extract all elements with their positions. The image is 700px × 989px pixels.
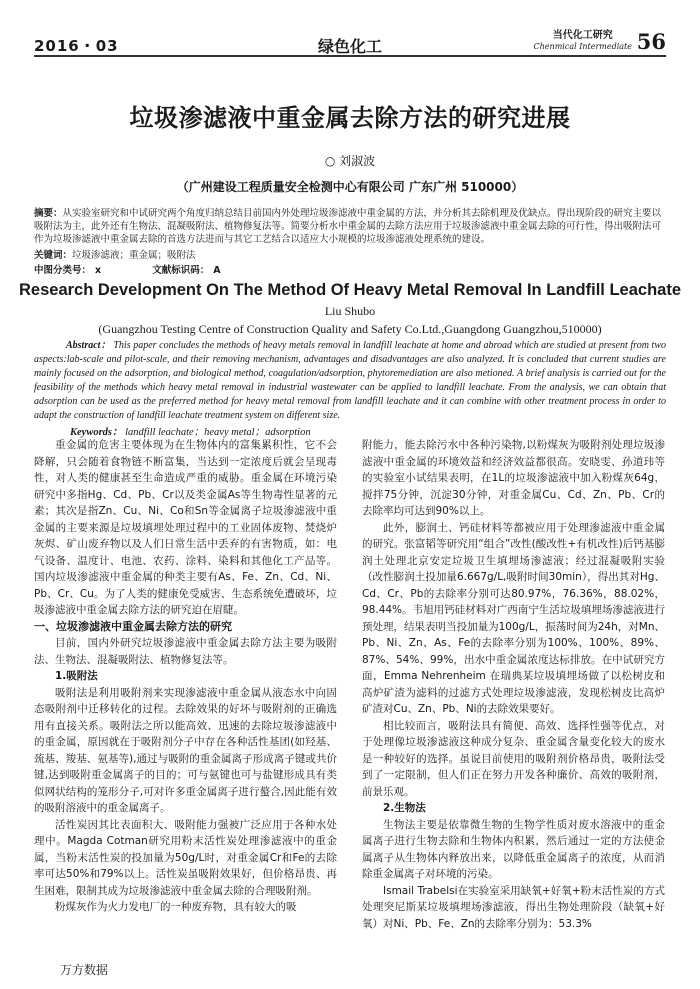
paragraph: 粉煤灰作为火力发电厂的一种废弃物，具有较大的吸 [55, 901, 297, 913]
paragraph: 附能力，能去除污水中各种污染物,以粉煤灰为吸附剂处理垃圾渗滤液中重金属的环境效益和经济效益都很高。安晓雯、孙道玮等的实验室小试结果表明，在1L的垃圾渗滤液中加入粉煤灰64g，搅拌75分钟，沉淀30分钟，对重金属Cu、Cd、Zn、Pb、Cr的去除率均可达到90%以上。 [362, 439, 665, 517]
abstract-cn-label: 摘要： [34, 208, 63, 219]
paragraph: 活性炭因其比表面积大、吸附能力强被广泛应用于各种水处理中。Magda Cotman研究用粉末活性炭处理渗滤液中的重金属，当粉末活性炭的投加量为50g/L时，对重金属Cr和Fe的去除率可达50%和79%以上。活性炭虽吸附效果好，但价格昂贵、再生困难，限制其成为垃圾渗滤液中重金属去除的合理吸附剂。 [34, 818, 337, 897]
author-en: Liu Shubo [324, 304, 376, 318]
classification-line [34, 262, 225, 276]
keywords-cn-text: 垃圾渗滤液；重金属；吸附法 [72, 250, 196, 261]
page-header [34, 29, 666, 57]
paragraph: 吸附法是利用吸附剂来实现渗滤液中重金属从液态水中向固态吸附剂中迁移转化的过程。去除效果的好坏与吸附剂的正确选用有直接关系。吸附法之所以能高效、迅速的去除垃圾渗滤液中的重金属，原因就在于吸附剂分子中存在各种活性基团(如羟基、巯基、羧基、氨基等),通过与吸附的重金属离子形成离子键或共价键,达到吸附重金属离子的目的；可与氨键也可与盐键形成具有类似网状结构的笼形分子,可对许多重金属离子进行螯合,因此能有效的吸附溶液中的重金属离子。 [34, 686, 337, 814]
journal-name: 绿色化工 [317, 37, 382, 56]
abstract-en-label: Abstract： [66, 340, 111, 351]
article-title-cn: 垃圾渗滤液中重金属去除方法的研究进展 [129, 104, 571, 132]
issue-number: 2016・03 [34, 37, 119, 55]
body-column-left [34, 437, 337, 916]
journal-brand-en: Chenmical Intermediate [533, 42, 632, 51]
keywords-en-text: landfill leachate；heavy metal；adsorption [125, 427, 311, 438]
abstract-cn-text: 从实验室研究和中试研究两个角度归纳总结目前国内外处理垃圾渗滤液中重金属的方法，并分析其去除机理及优缺点。得出现阶段的研究主要以吸附法为主，此外还有生物法、混凝吸附法、植物修复法等。简要分析水中重金属的去除方法应用于垃圾渗滤液中重金属去除的可行性，得出吸附法可作为垃圾渗滤液中重金属去除的首选方法进而与其它工艺结合以适应大小规模的垃圾渗滤液处理系统的建设。 [34, 208, 662, 245]
section-heading: 一、垃圾渗滤液中重金属去除方法的研究 [34, 619, 232, 633]
paragraph: 重金属的危害主要体现为在生物体内的富集累积性，它不会降解，只会随着食物链不断富集，当达到一定浓度后就会呈现毒性，对人类的健康甚至生命造成严重的威胁。重金属在环境污染研究中多指Hg、Cd、Pb、Cr以及类金属As等生物毒性显著的元素；其次是指Zn、Cu、Ni、Co和Sn等金属离子垃圾渗滤液中重金属的主要来源是垃圾填埋处理过程中的工业固体废物、焚烧炉灰烬、矿山废弃物以及人们日常生活中丢弃的有害物质，如：电气设备、温度计、电池、农药、涂料、染料和其他化工产品等。国内垃圾渗滤液中重金属的种类主要有As、Fe、Zn、Cd、Ni、Pb、Cr、Cu。为了人类的健康免受威害、生态系统免遭破坏，垃圾渗滤液中重金属去除方法的研究迫在眉睫。 [34, 439, 337, 616]
keywords-cn-label: 关键词： [34, 250, 73, 261]
footer-source: 万方数据 [60, 963, 109, 977]
article-title-en: Research Development On The Method Of Heavy Metal Removal In Landfill Leachate [19, 281, 681, 299]
abstract-en-text: This paper concludes the methods of heavy metals removal in landfill leachate at home and abroad which are studied at present from two aspects:lab-scale and pilot-scale, and their removing mechanism, advantages and disadvantages are also analyzed. It is concluded that current studies are mainly focused on the adsorption, and biological method, coagulation/adsorption, phytoremediation are also metioned. A brief analysis is carried out for the feasibility of the methods which heavy metal removal in industrial wastewater can be applied to landfill leachate. From the analysis, we can obtain that adsorption can be used as the preferred method for heavy metal removal from landfill leachate and it can combine with other treatment process in order to adapt the construction of landfill leachate treatment system on different size. [34, 340, 667, 421]
author-cn: ○ 刘淑波 [324, 154, 376, 168]
subsection-heading: 1.吸附法 [55, 670, 98, 682]
paragraph: 相比较而言，吸附法具有简便、高效、选择性强等优点，对于处理像垃圾渗滤液这种成分复杂、重金属含量变化较大的废水是一种较好的选择。虽说目前使用的吸附剂价格昂贵，吸附法受到了一定限制，但人们正在努力开发各种廉价、高效的吸附剂，前景乐观。 [362, 719, 665, 798]
subsection-heading: 2.生物法 [383, 802, 426, 814]
paragraph: 生物法主要是依靠微生物的生物学性质对废水溶液中的重金属离子进行生物去除和生物体内积累，然后通过一定的方法使金属离子从生物体内释放出来，以降低重金属离子的浓度，从而消除重金属离子对环境的污染。 [362, 818, 665, 880]
abstract-cn [34, 207, 666, 246]
paragraph: 目前，国内外研究垃圾渗滤液中重金属去除方法主要为吸附法、生物法、混凝吸附法、植物修复法等。 [34, 637, 337, 666]
keywords-cn [34, 247, 196, 261]
affiliation-en: (Guangzhou Testing Centre of Construction Quality and Safety Co.Ltd.,Guangdong Guangzhou,510000) [98, 322, 602, 336]
clc-label: 中图分类号： [34, 265, 92, 276]
clc-value: x [95, 265, 102, 276]
journal-brand [534, 30, 632, 52]
doc-code-value: A [213, 265, 221, 276]
paragraph: Ismail Trabelsi在实验室采用缺氧+好氧+粉末活性炭的方式处理突尼斯某垃圾填埋场渗滤液，得出生物处理阶段（缺氧+好氧）对Ni、Pb、Fe、Zn的去除率分别为：53.3% [362, 884, 665, 930]
keywords-en-label: Keywords： [70, 427, 123, 438]
body-column-right [362, 437, 665, 932]
affiliation-cn: （广州建设工程质量安全检测中心有限公司 广东广州 510000） [176, 180, 524, 194]
journal-brand-cn: 当代化工研究 [552, 30, 613, 41]
doc-code-label: 文献标识码： [152, 265, 210, 276]
paragraph: 此外，膨润土、钙硅材料等都被应用于处理渗滤液中重金属的研究。张富韬等研究用“组合”改性(酸改性+有机改性)后钙基膨润土处理北京安定垃圾卫生填埋场渗滤液；经过混凝吸附实验（改性膨润土投加量6.667g/L,吸附时间30min），得出其对Hg、Cd、Cr、Pb的去除率分别可达80.97%，76.36%，88.02%，98.44%。韦旭用钙硅材料对广西南宁生活垃圾填埋场渗滤液进行预处理，结果表明当投加量为100g/L，振荡时间为24h，对Mn、Pb、Ni、Zn、As、Fe的去除率分别为100%、100%、89%、87%、54%、99%，出水中重金属浓度达标排放。在中试研究方面，Emma Nehrenheim 在瑞典某垃圾填埋场做了以松树皮和高炉矿渣为滤料的过滤方式处理垃圾渗滤液，发现松树皮比高炉矿渣对Cu、Zn、Pb、Ni的去除效果要好。 [362, 521, 665, 715]
abstract-en [34, 339, 666, 423]
page-number: 56 [636, 29, 666, 54]
